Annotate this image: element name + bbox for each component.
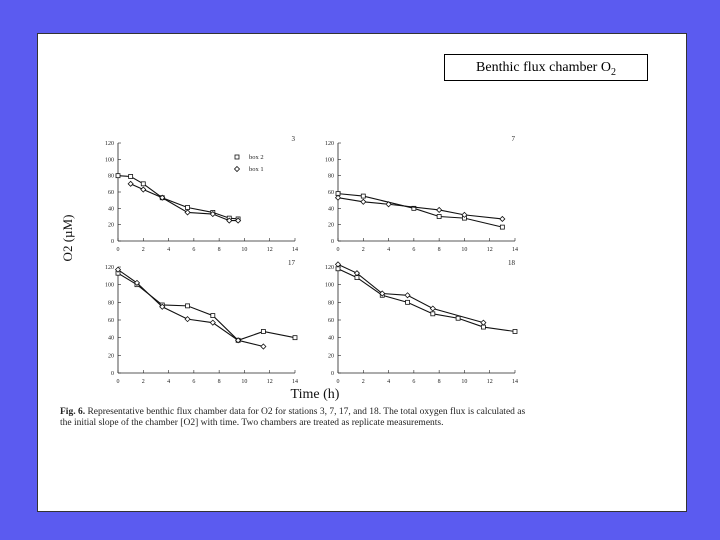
panel-station-17 — [105, 259, 298, 385]
x-tick-label: 10 — [461, 247, 468, 253]
data-point-square — [431, 312, 435, 316]
data-point-diamond — [185, 210, 190, 215]
x-tick-label: 8 — [437, 247, 441, 253]
x-tick-label: 2 — [141, 247, 145, 253]
station-label: 18 — [508, 259, 515, 267]
y-tick-label: 40 — [328, 335, 334, 342]
legend-label: box 1 — [249, 166, 264, 173]
y-tick-label: 20 — [328, 353, 334, 360]
x-tick-label: 10 — [241, 379, 248, 385]
data-point-square — [129, 174, 133, 178]
x-tick-label: 14 — [292, 247, 298, 253]
y-tick-label: 100 — [325, 157, 334, 164]
x-axis-label: Time (h) — [290, 387, 340, 402]
title-text: Benthic flux chamber O — [476, 60, 611, 75]
x-tick-label: 4 — [387, 379, 391, 385]
x-tick-label: 6 — [412, 379, 416, 385]
data-point-square — [456, 316, 460, 320]
y-tick-label: 0 — [331, 371, 334, 377]
series-line-box-2 — [118, 273, 295, 340]
x-tick-label: 14 — [512, 247, 518, 253]
x-tick-label: 12 — [486, 247, 493, 253]
panel-station-18 — [325, 259, 518, 385]
x-tick-label: 2 — [361, 379, 365, 385]
x-tick-label: 12 — [266, 247, 273, 253]
x-tick-label: 6 — [412, 247, 416, 253]
data-point-diamond — [261, 344, 266, 349]
panel-station-3 — [105, 135, 298, 253]
legend-marker-diamond — [235, 167, 240, 172]
x-tick-label: 4 — [167, 247, 171, 253]
caption-fig-label: Fig. 6. — [60, 407, 86, 417]
data-point-square — [293, 336, 297, 340]
y-tick-label: 80 — [108, 173, 114, 180]
x-tick-label: 0 — [116, 247, 120, 253]
x-tick-label: 12 — [486, 379, 493, 385]
y-tick-label: 20 — [108, 222, 114, 229]
data-point-diamond — [336, 262, 341, 267]
x-tick-label: 8 — [437, 379, 441, 385]
series-line-box-1 — [118, 270, 263, 347]
data-point-diamond — [430, 306, 435, 311]
series-line-box-2 — [338, 269, 515, 332]
y-tick-label: 20 — [328, 222, 334, 229]
data-point-diamond — [405, 293, 410, 298]
station-label: 17 — [288, 259, 295, 267]
data-point-square — [211, 314, 215, 318]
data-point-diamond — [437, 207, 442, 212]
y-tick-label: 120 — [105, 141, 114, 147]
data-point-square — [513, 329, 517, 333]
station-label: 7 — [511, 135, 515, 143]
caption-text: Representative benthic flux chamber data for O2 for stations 3, 7, 17, and 18. The total oxygen flux is calculated as the initial slope of the chamber [O2] with time. Two chambers are treated as replicate measurements. — [60, 407, 526, 428]
data-point-square — [361, 194, 365, 198]
y-tick-label: 0 — [111, 239, 114, 245]
data-point-square — [406, 300, 410, 304]
y-tick-label: 20 — [108, 353, 114, 360]
panel-station-7 — [325, 135, 518, 253]
data-point-square — [500, 225, 504, 229]
x-tick-label: 4 — [387, 247, 391, 253]
data-point-diamond — [185, 317, 190, 322]
data-point-square — [186, 206, 190, 210]
x-tick-label: 0 — [116, 379, 120, 385]
x-tick-label: 14 — [512, 379, 518, 385]
y-tick-label: 60 — [328, 190, 334, 196]
y-tick-label: 80 — [328, 300, 334, 307]
y-tick-label: 100 — [105, 282, 114, 289]
legend-label: box 2 — [249, 154, 264, 161]
figure-caption — [60, 407, 535, 429]
x-tick-label: 8 — [217, 379, 221, 385]
x-tick-label: 4 — [167, 379, 171, 385]
y-tick-label: 120 — [325, 265, 334, 271]
x-tick-label: 0 — [336, 247, 340, 253]
y-tick-label: 120 — [105, 265, 114, 271]
data-point-diamond — [141, 187, 146, 192]
x-tick-label: 6 — [192, 379, 196, 385]
y-tick-label: 0 — [331, 239, 334, 245]
y-tick-label: 60 — [108, 190, 114, 196]
y-tick-label: 80 — [108, 300, 114, 307]
data-point-diamond — [500, 216, 505, 221]
x-tick-label: 2 — [361, 247, 365, 253]
data-point-square — [437, 215, 441, 219]
y-tick-label: 100 — [325, 282, 334, 289]
data-point-square — [116, 174, 120, 178]
x-tick-label: 14 — [292, 379, 298, 385]
data-point-square — [186, 304, 190, 308]
x-tick-label: 8 — [217, 247, 221, 253]
y-tick-label: 60 — [328, 318, 334, 324]
data-point-square — [261, 329, 265, 333]
x-tick-label: 12 — [266, 379, 273, 385]
y-tick-label: 100 — [105, 157, 114, 164]
series-line-box-2 — [338, 194, 502, 227]
y-tick-label: 120 — [325, 141, 334, 147]
x-tick-label: 10 — [461, 379, 468, 385]
y-tick-label: 40 — [328, 206, 334, 213]
x-tick-label: 6 — [192, 247, 196, 253]
y-tick-label: 80 — [328, 173, 334, 180]
x-tick-label: 0 — [336, 379, 340, 385]
x-tick-label: 10 — [241, 247, 248, 253]
data-point-square — [141, 182, 145, 186]
title-subscript: 2 — [610, 66, 616, 78]
y-axis-label: O2 (µM) — [60, 214, 75, 262]
station-label: 3 — [291, 135, 295, 143]
y-tick-label: 40 — [108, 206, 114, 213]
x-tick-label: 2 — [141, 379, 145, 385]
legend-marker-square — [235, 155, 239, 159]
series-line-box-2 — [118, 176, 238, 219]
y-tick-label: 40 — [108, 335, 114, 342]
data-point-diamond — [361, 199, 366, 204]
y-tick-label: 60 — [108, 318, 114, 324]
y-tick-label: 0 — [111, 371, 114, 377]
data-point-diamond — [481, 320, 486, 325]
data-point-diamond — [128, 181, 133, 186]
